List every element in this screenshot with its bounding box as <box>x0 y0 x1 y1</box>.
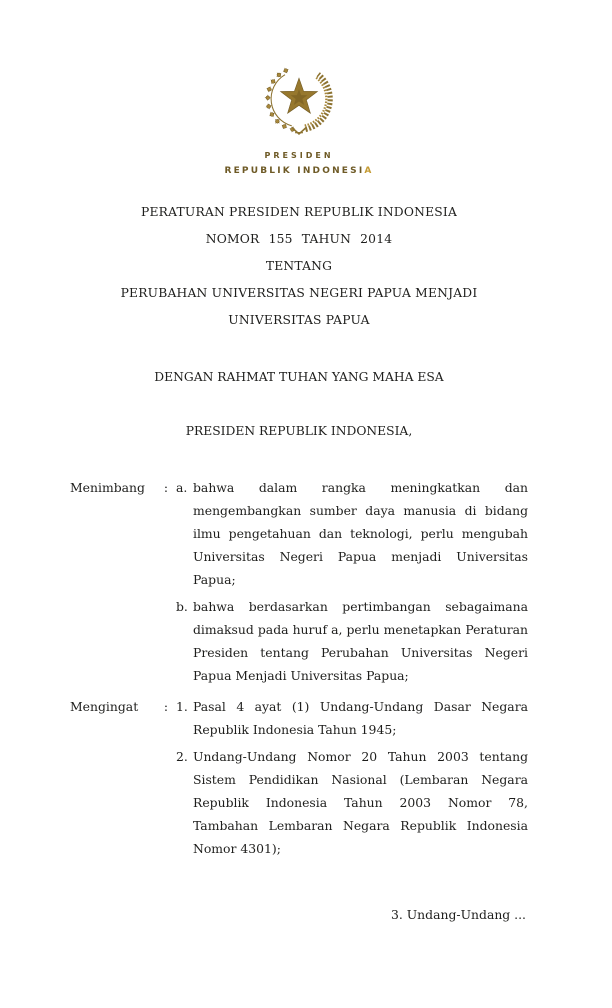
page-catchword: 3. Undang-Undang ... <box>390 907 526 922</box>
recalling-colon: : <box>163 699 169 714</box>
regulation-number: NOMOR 155 TAHUN 2014 <box>205 232 393 246</box>
title-block <box>70 204 528 328</box>
emblem-block <box>70 0 528 177</box>
considering-item-a <box>176 476 528 591</box>
recalling-items <box>176 695 528 860</box>
considering-colon: : <box>163 480 169 495</box>
considering-label: Menimbang <box>70 480 145 495</box>
regulation-title: PERATURAN PRESIDEN REPUBLIK INDONESIA <box>140 205 458 219</box>
considering-item-b <box>176 595 528 687</box>
regulation-subject-line-2: UNIVERSITAS PAPUA <box>228 313 370 327</box>
emblem-caption-last-letter: A <box>364 166 374 176</box>
item-text: Undang-Undang Nomor 20 Tahun 2003 tentang Sistem Pendidikan Nasional (Lembaran Negara Republik Indonesia Tahun 2003 Nomor 78, Tambahan Lembaran Negara Republik Indonesia Nomor 4301); <box>193 749 528 856</box>
item-text: Pasal 4 ayat (1) Undang-Undang Dasar Negara Republik Indonesia Tahun 1945; <box>193 699 528 737</box>
considering-section <box>70 476 528 687</box>
item-text: bahwa berdasarkan pertimbangan sebagaimana dimaksud pada huruf a, perlu menetapkan Peraturan Presiden tentang Perubahan Universitas Negeri Papua Menjadi Universitas Papua; <box>193 599 528 683</box>
recalling-label: Mengingat <box>70 699 139 714</box>
recalling-section <box>70 695 528 860</box>
tentang-label: TENTANG <box>265 259 333 273</box>
recalling-item-1 <box>176 695 528 741</box>
invocation-line: DENGAN RAHMAT TUHAN YANG MAHA ESA <box>154 370 444 384</box>
emblem-caption-presiden: PRESIDEN <box>264 151 334 160</box>
emblem-caption-republik-indonesia <box>70 165 528 177</box>
emblem-caption-main: REPUBLIK INDONESI <box>224 166 365 176</box>
considering-items <box>176 476 528 687</box>
recalling-item-2 <box>176 745 528 860</box>
item-marker: 1. <box>176 699 188 714</box>
authority-line: PRESIDEN REPUBLIK INDONESIA, <box>185 424 413 438</box>
item-marker: a. <box>176 480 188 495</box>
presidential-star-wreath-icon <box>260 61 338 138</box>
regulation-subject-line-1: PERUBAHAN UNIVERSITAS NEGERI PAPUA MENJADI <box>120 286 478 300</box>
item-marker: 2. <box>176 749 188 764</box>
item-text: bahwa dalam rangka meningkatkan dan mengembangkan sumber daya manusia di bidang ilmu pengetahuan dan teknologi, perlu mengubah Universitas Negeri Papua menjadi Universitas Papua; <box>193 480 528 587</box>
item-marker: b. <box>176 599 188 614</box>
